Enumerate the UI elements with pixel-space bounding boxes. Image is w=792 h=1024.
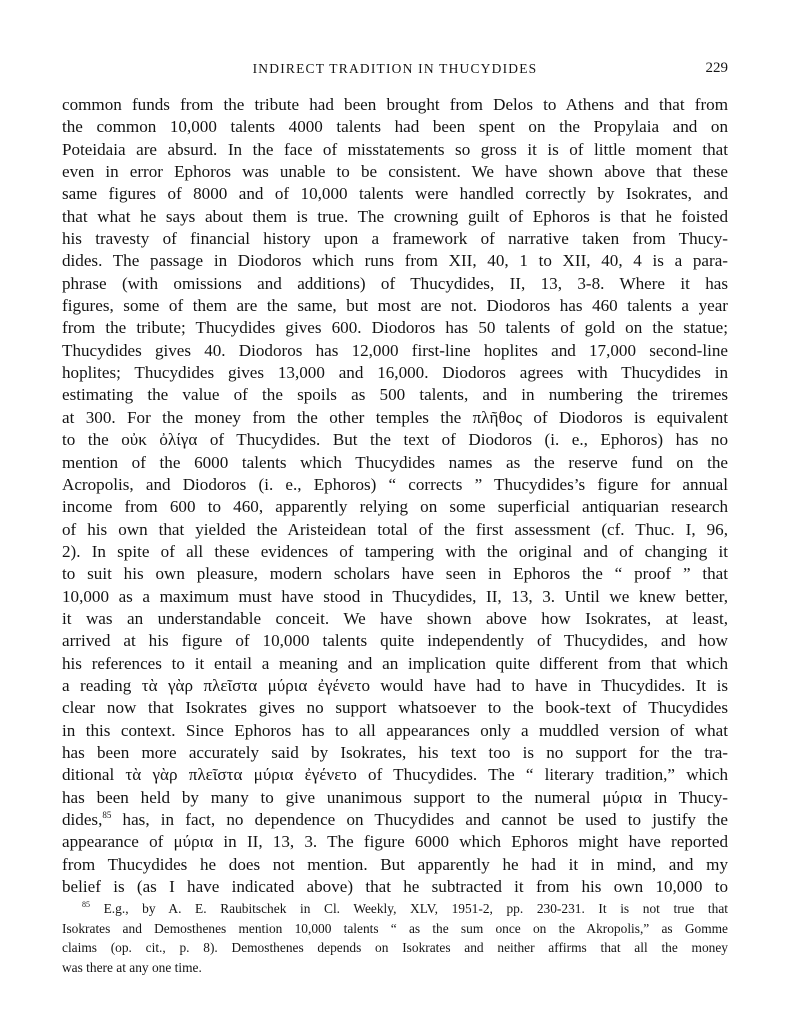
body-line: the common 10,000 talents 4000 talents had been spent on the Propylaia and on bbox=[62, 117, 728, 137]
body-line: of his own that yielded the Aristeidean total of the first assessment (cf. Thuc. I, 96, bbox=[62, 519, 728, 539]
body-line: his travesty of financial history upon a framework of narrative taken from Thucy- bbox=[62, 229, 728, 249]
footnote-line: Isokrates and Demosthenes mention 10,000 talents “ as the sum once on the Akropolis,” as Gomme bbox=[62, 920, 728, 936]
body-line: estimating the value of the spoils as 500 talents, and in numbering the triremes bbox=[62, 385, 728, 405]
body-line: from the tribute; Thucydides gives 600. Diodoros has 50 talents of gold on the statue; bbox=[62, 318, 728, 338]
footnote-marker: 85 bbox=[82, 900, 90, 909]
body-line: from Thucydides he does not mention. But apparently he had it in mind, and my bbox=[62, 854, 728, 874]
body-line: that what he says about them is true. The crowning guilt of Ephoros is that he foisted bbox=[62, 206, 728, 226]
body-line: appearance of μύρια in II, 13, 3. The figure 6000 which Ephoros might have reported bbox=[62, 832, 728, 852]
body-line: mention of the 6000 talents which Thucydides names as the reserve fund on the bbox=[62, 452, 728, 472]
body-line: ditional τὰ γὰρ πλεῖστα μύρια ἐγένετο of Thucydides. The “ literary tradition,” which bbox=[62, 765, 728, 785]
body-line: to suit his own pleasure, modern scholars have seen in Ephoros the “ proof ” that bbox=[62, 564, 728, 584]
body-line: a reading τὰ γὰρ πλεῖστα μύρια ἐγένετο would have had to have in Thucydides. It is bbox=[62, 675, 728, 695]
body-line: 10,000 as a maximum must have stood in Thucydides, II, 13, 3. Until we knew better, bbox=[62, 586, 728, 606]
body-line-start: dides, bbox=[62, 810, 103, 829]
body-line: at 300. For the money from the other temples the πλῆθος of Diodoros is equivalent bbox=[62, 407, 728, 427]
body-line: hoplites; Thucydides gives 13,000 and 16,000. Diodoros agrees with Thucydides in bbox=[62, 363, 728, 383]
body-line: his references to it entail a meaning and an implication quite different from that which bbox=[62, 653, 728, 673]
body-line: even in error Ephoros was unable to be consistent. We have shown above that these bbox=[62, 162, 728, 182]
page-header bbox=[62, 60, 728, 80]
body-line: Thucydides gives 40. Diodoros has 12,000 first-line hoplites and 17,000 second-line bbox=[62, 340, 728, 360]
body-line: it was an understandable conceit. We have shown above how Isokrates, at least, bbox=[62, 608, 728, 628]
body-line: arrived at his figure of 10,000 talents quite independently of Thucydides, and how bbox=[62, 631, 728, 651]
body-line: common funds from the tribute had been brought from Delos to Athens and that from bbox=[62, 95, 728, 114]
page-number: 229 bbox=[705, 60, 728, 76]
footnote-line: claims (op. cit., p. 8). Demosthenes depends on Isokrates and neither affirms that all the money bbox=[62, 940, 728, 955]
footnote-line bbox=[62, 899, 728, 919]
body-line: income from 600 to 460, apparently relying on some superficial antiquarian research bbox=[62, 497, 728, 517]
footnote-reference[interactable]: 85 bbox=[102, 810, 112, 820]
body-line-end: has, in fact, no dependence on Thucydides and cannot be used to justify the bbox=[111, 810, 728, 829]
body-line-with-note bbox=[62, 809, 728, 831]
body-line: figures, some of them are the same, but most are not. Diodoros has 460 talents a year bbox=[62, 296, 728, 316]
book-page bbox=[62, 0, 728, 1024]
body-line: to the οὐκ ὀλίγα of Thucydides. But the text of Diodoros (i. e., Ephoros) has no bbox=[62, 430, 728, 450]
body-line: phrase (with omissions and additions) of Thucydides, II, 13, 3-8. Where it has bbox=[62, 273, 728, 293]
body-line: same figures of 8000 and of 10,000 talents were handled correctly by Isokrates, and bbox=[62, 184, 728, 204]
body-line: clear now that Isokrates gives no support whatsoever to the book-text of Thucydides bbox=[62, 698, 728, 718]
running-title: INDIRECT TRADITION IN THUCYDIDES bbox=[252, 61, 538, 76]
footnote-line: was there at any one time. bbox=[62, 959, 202, 975]
body-line: belief is (as I have indicated above) that he subtracted it from his own 10,000 to bbox=[62, 877, 728, 897]
body-line: 2). In spite of all these evidences of tampering with the original and of changing it bbox=[62, 541, 728, 561]
body-line: in this context. Since Ephoros has to all appearances only a muddled version of what bbox=[62, 720, 728, 740]
footnote-text: E.g., by A. E. Raubitschek in Cl. Weekly, XLV, 1951-2, pp. 230-231. It is not true that bbox=[103, 901, 728, 916]
body-line: has been more accurately said by Isokrates, his text too is no support for the tra- bbox=[62, 742, 728, 762]
body-line: Acropolis, and Diodoros (i. e., Ephoros) “ corrects ” Thucydides’s figure for annual bbox=[62, 474, 728, 494]
body-text bbox=[62, 94, 728, 898]
body-line: dides. The passage in Diodoros which runs from XII, 40, 1 to XII, 40, 4 is a para- bbox=[62, 251, 728, 271]
body-line: Poteidaia are absurd. In the face of misstatements so gross it is of little moment that bbox=[62, 139, 728, 159]
footnote bbox=[62, 899, 728, 977]
body-line: has been held by many to give unanimous support to the numeral μύρια in Thucy- bbox=[62, 787, 728, 807]
